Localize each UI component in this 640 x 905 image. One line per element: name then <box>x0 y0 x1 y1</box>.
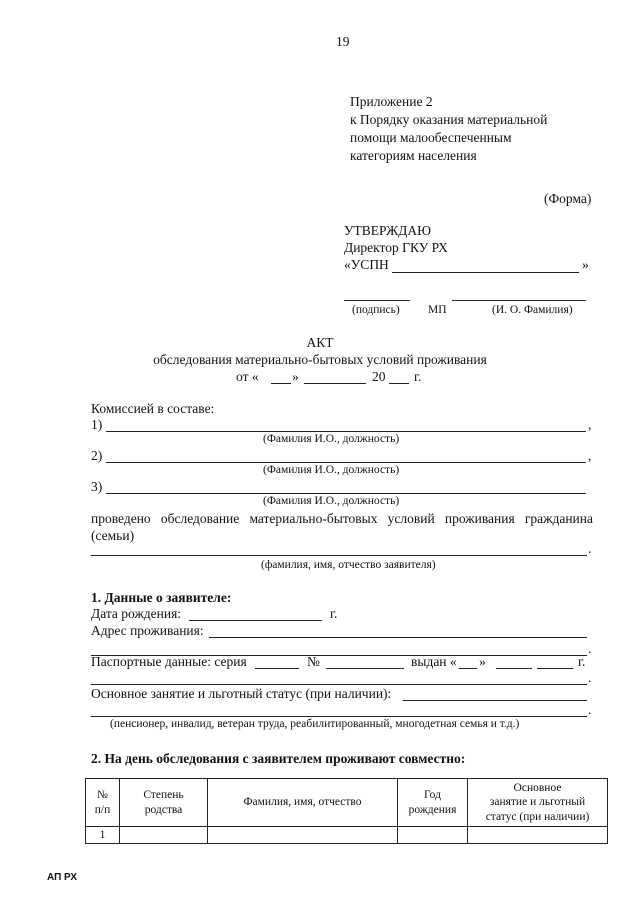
inspection-text-cont: (семьи) <box>91 528 135 543</box>
act-date-prefix: от « <box>236 369 259 384</box>
birth-g: г. <box>330 606 338 621</box>
applicant-name-line[interactable] <box>91 555 587 556</box>
approve-title: УТВЕРЖДАЮ <box>344 223 432 238</box>
passport-label: Паспортные данные: серия <box>91 654 247 669</box>
footer-mark: АП РХ <box>47 872 78 883</box>
act-subtitle: обследования материально-бытовых условий проживания <box>153 352 487 367</box>
table-header-row <box>86 779 608 827</box>
appendix-line: помощи малообеспеченным <box>350 130 512 145</box>
name-caption: (И. О. Фамилия) <box>492 304 573 316</box>
col-header-relation: Степень родства <box>120 779 208 827</box>
approve-org: «УСПН <box>344 257 389 272</box>
passport-series-line[interactable] <box>255 668 299 669</box>
member-caption: (Фамилия И.О., должность) <box>263 464 400 476</box>
name-line[interactable] <box>452 300 586 301</box>
passport-year-line[interactable] <box>537 668 573 669</box>
occupation-line-2[interactable] <box>91 716 587 717</box>
address-label: Адрес проживания: <box>91 623 204 638</box>
approve-position: Директор ГКУ РХ <box>344 240 448 255</box>
applicant-caption: (фамилия, имя, отчество заявителя) <box>261 559 436 571</box>
passport-day-line[interactable] <box>459 668 477 669</box>
stamp-caption: МП <box>428 304 447 316</box>
passport-no-label: № <box>307 654 320 669</box>
member-line[interactable] <box>106 462 586 463</box>
approve-org-close: » <box>582 257 589 272</box>
form-label: (Форма) <box>544 191 592 206</box>
fio-cell[interactable] <box>208 827 398 844</box>
occupation-line[interactable] <box>403 700 587 701</box>
passport-issued-close: » <box>479 654 486 669</box>
passport-dot: . <box>588 670 592 685</box>
occupation-caption: (пенсионер, инвалид, ветеран труда, реабилитированный, многодетная семья и т.д.) <box>110 718 520 730</box>
inspection-text: проведено обследование материально-бытовых условий проживания гражданина <box>91 511 593 526</box>
act-year-line[interactable] <box>389 383 409 384</box>
member-comma: , <box>588 448 592 463</box>
act-date-g: г. <box>414 369 422 384</box>
passport-g: г. <box>578 654 586 669</box>
act-year-prefix: 20 <box>372 369 386 384</box>
act-date-close: » <box>292 369 299 384</box>
birth-date-line[interactable] <box>189 620 322 621</box>
col-header-fio: Фамилия, имя, отчество <box>208 779 398 827</box>
address-line[interactable] <box>209 637 587 638</box>
member-comma: , <box>588 417 592 432</box>
section1-title: 1. Данные о заявителе: <box>91 590 232 605</box>
household-table <box>85 778 608 844</box>
occupation-dot: . <box>588 702 592 717</box>
appendix-line: к Порядку оказания материальной <box>350 112 548 127</box>
occupation-cell[interactable] <box>468 827 608 844</box>
relation-cell[interactable] <box>120 827 208 844</box>
org-name-line[interactable] <box>392 272 579 273</box>
passport-issued-label: выдан « <box>411 654 457 669</box>
member-line[interactable] <box>106 493 586 494</box>
section2-title: 2. На день обследования с заявителем проживают совместно: <box>91 751 466 766</box>
passport-issuer-line[interactable] <box>91 684 587 685</box>
col-header-number: № п/п <box>86 779 120 827</box>
appendix-line: категориям населения <box>350 148 477 163</box>
act-title: АКТ <box>306 335 334 350</box>
row-number-cell: 1 <box>86 827 120 844</box>
signature-caption: (подпись) <box>352 304 400 316</box>
signature-line[interactable] <box>344 300 410 301</box>
table-row <box>86 827 608 844</box>
member-caption: (Фамилия И.О., должность) <box>263 495 400 507</box>
act-day-line[interactable] <box>271 383 291 384</box>
address-dot: . <box>588 641 592 656</box>
member-line[interactable] <box>106 431 586 432</box>
col-header-birth-year: Год рождения <box>398 779 468 827</box>
commission-label: Комиссией в составе: <box>91 401 215 416</box>
applicant-dot: . <box>588 541 592 556</box>
birth-label: Дата рождения: <box>91 606 182 621</box>
birth-year-cell[interactable] <box>398 827 468 844</box>
act-month-line[interactable] <box>304 383 366 384</box>
member-caption: (Фамилия И.О., должность) <box>263 433 400 445</box>
member-number: 1) <box>91 417 103 432</box>
col-header-occupation: Основное занятие и льготный статус (при наличии) <box>468 779 608 827</box>
occupation-label: Основное занятие и льготный статус (при наличии): <box>91 686 392 701</box>
member-number: 2) <box>91 448 103 463</box>
appendix-block <box>350 93 547 165</box>
page-number: 19 <box>336 34 350 49</box>
passport-month-line[interactable] <box>496 668 532 669</box>
appendix-line: Приложение 2 <box>350 94 433 109</box>
passport-number-line[interactable] <box>326 668 404 669</box>
member-number: 3) <box>91 479 103 494</box>
